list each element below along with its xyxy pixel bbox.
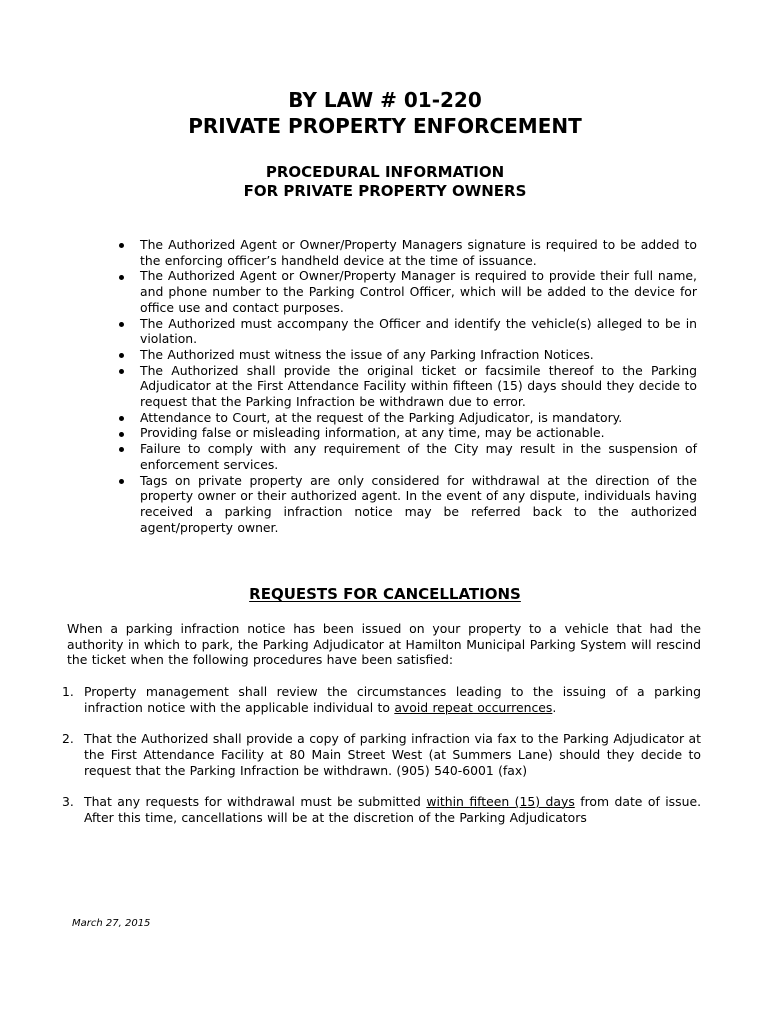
cancellations-heading: REQUESTS FOR CANCELLATIONS — [249, 585, 521, 603]
document-title — [0, 87, 770, 139]
section-heading — [0, 585, 770, 604]
step-text-plain: Property management shall review the circumstances leading to the issuing of a parking infraction notice with the applicable individual to — [84, 684, 701, 715]
procedure-item — [140, 473, 697, 536]
document-date: March 27, 2015 — [72, 918, 151, 929]
procedure-item — [140, 410, 697, 426]
bullet-marker — [119, 275, 124, 280]
enforcement-heading: PRIVATE PROPERTY ENFORCEMENT — [188, 114, 582, 138]
step-text — [84, 731, 701, 778]
step-text — [84, 684, 701, 715]
procedure-item — [140, 425, 697, 441]
procedure-text: Failure to comply with any requirement of the City may result in the suspension of enforcement services. — [140, 441, 697, 472]
procedure-text: The Authorized Agent or Owner/Property Managers signature is required to be added to the enforcing officer’s handheld device at the time of issuance. — [140, 237, 697, 268]
subtitle-line-1: PROCEDURAL INFORMATION — [265, 163, 505, 181]
procedure-item — [140, 316, 697, 347]
cancellation-steps — [62, 684, 702, 841]
bullet-marker — [119, 243, 124, 248]
procedure-item — [140, 268, 697, 315]
step-item — [62, 731, 701, 778]
step-text-end: . — [552, 699, 557, 715]
procedure-item — [140, 347, 697, 363]
procedure-text: The Authorized Agent or Owner/Property Manager is required to provide their full name, and phone number to the Parking Control Officer, which will be added to the device for office use and contact purposes. — [140, 268, 697, 315]
bullet-marker — [119, 369, 124, 374]
procedure-text: Providing false or misleading information, at any time, may be actionable. — [140, 425, 605, 441]
bullet-marker — [119, 322, 124, 327]
procedure-item — [140, 363, 697, 410]
step-item — [62, 684, 701, 715]
step-text — [84, 794, 701, 825]
step-text-plain: That any requests for withdrawal must be submitted — [84, 793, 427, 809]
procedure-item — [140, 237, 697, 268]
cancellations-intro: When a parking infraction notice has been issued on your property to a vehicle that had the authority in which to park, the Parking Adjudicator at Hamilton Municipal Parking System will rescind the ticket when the following procedures have been satisfied: — [67, 621, 701, 668]
bylaw-number-heading: BY LAW # 01-220 — [288, 88, 482, 112]
procedure-text: Attendance to Court, at the request of the Parking Adjudicator, is mandatory. — [140, 409, 623, 425]
bullet-marker — [119, 353, 124, 358]
step-number: 1. — [62, 684, 74, 699]
bullet-marker — [119, 447, 124, 452]
procedure-item — [140, 441, 697, 472]
step-text-end: from date of issue. After this time, cancellations will be at the discretion of the Parking Adjudicators — [84, 793, 702, 825]
bullet-marker — [119, 432, 124, 437]
step-number: 3. — [62, 793, 74, 809]
subtitle-line-2: FOR PRIVATE PROPERTY OWNERS — [243, 181, 527, 200]
step-text-underlined: within fifteen (15) days — [426, 793, 575, 809]
bullet-marker — [119, 479, 124, 484]
procedure-text: The Authorized shall provide the original ticket or facsimile thereof to the Parking Adjudicator at the First Attendance Facility within fifteen (15) days should they decide to request that the Parking Infraction be withdrawn due to error. — [140, 362, 697, 410]
procedure-text: The Authorized must witness the issue of any Parking Infraction Notices. — [140, 346, 594, 362]
step-item — [62, 793, 702, 825]
bullet-marker — [119, 416, 124, 421]
procedure-text: Tags on private property are only considered for withdrawal at the direction of the property owner or their authorized agent. In the event of any dispute, individuals having received a parking infraction notice may be referred back to the authorized agent/property owner. — [140, 472, 697, 535]
procedure-list — [140, 237, 697, 535]
step-number: 2. — [62, 731, 74, 747]
document-subtitle — [0, 163, 770, 200]
procedure-text: The Authorized must accompany the Officer and identify the vehicle(s) alleged to be in violation. — [140, 315, 697, 347]
step-text-plain: That the Authorized shall provide a copy of parking infraction via fax to the Parking Adjudicator at the First Attendance Facility at 80 Main Street West (at Summers Lane) should they decide to request that the Parking Infraction be withdrawn. (905) 540-6001 (fax) — [84, 731, 701, 778]
step-text-underlined: avoid repeat occurrences — [394, 699, 553, 715]
